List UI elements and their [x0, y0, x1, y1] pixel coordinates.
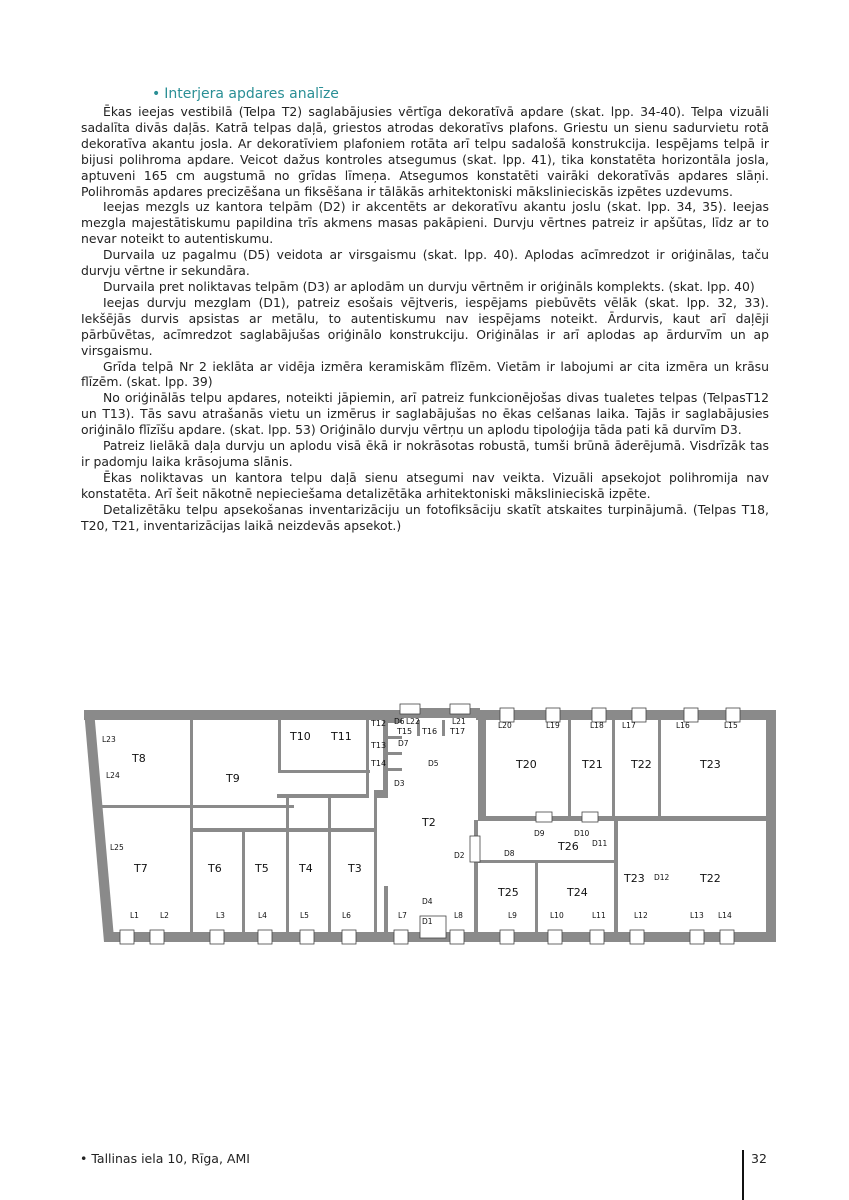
room-label: T20: [516, 758, 537, 771]
floor-plan-drawing: [80, 690, 780, 948]
window-label: L15: [724, 721, 738, 730]
heading-bullet: •: [152, 86, 161, 102]
window-label: L12: [634, 911, 648, 920]
room-label: T8: [132, 752, 146, 765]
window-label: L25: [110, 843, 124, 852]
window-label: L23: [102, 735, 116, 744]
room-label: T15: [397, 727, 413, 736]
room-label: T6: [208, 862, 222, 875]
window-label: L20: [498, 721, 512, 730]
window-label: L17: [622, 721, 636, 730]
page-number: 32: [751, 1151, 767, 1166]
window-label: L21: [452, 717, 466, 726]
footer-bullet: •: [80, 1151, 88, 1166]
door-label: D9: [534, 829, 545, 838]
door-label: D12: [654, 873, 670, 882]
footer: [80, 1151, 250, 1166]
window-label: L24: [106, 771, 120, 780]
paragraph: No oriģinālās telpu apdares, noteikti jāpiemin, arī patreiz funkcionējošas divas tualetes telpas (TelpasT12 un T13). Tās savu atrašanās vietu un izmērus ir saglabājušas no ēkas celšanas laika. Tajās ir saglabājusies oriģinālo flīzīšu apdare. (skat. lpp. 53) Oriģinālo durvju vērtņu un aplodu tipoloģija tāda pati kā durvīm D3.: [81, 390, 769, 438]
door-label: D11: [592, 839, 608, 848]
door-label: D3: [394, 779, 405, 788]
room-labels: [131, 730, 721, 899]
body-text: [81, 104, 769, 533]
room-label: T24: [567, 886, 588, 899]
door-label: D2: [454, 851, 465, 860]
window-label: L3: [216, 911, 225, 920]
door-label: D5: [428, 759, 439, 768]
window-label: L10: [550, 911, 564, 920]
window-label: L6: [342, 911, 351, 920]
footer-text: Tallinas iela 10, Rīga, AMI: [91, 1151, 250, 1166]
room-label: T23: [700, 758, 721, 771]
room-label: T9: [226, 772, 240, 785]
window-label: L16: [676, 721, 690, 730]
window-label: L2: [160, 911, 169, 920]
room-label: T13: [371, 741, 387, 750]
floor-plan: [80, 690, 780, 948]
window-label: L11: [592, 911, 606, 920]
room-label: T23: [624, 872, 645, 885]
room-label: T22: [700, 872, 721, 885]
room-label: T22: [631, 758, 652, 771]
paragraph: Ieejas mezgls uz kantora telpām (D2) ir akcentēts ar dekoratīvu akantu joslu (skat. lpp. 34, 35). Ieejas mezgla majestātiskumu papildina trīs akmens masas pakāpieni. Durvju vērtnes patreiz ir apšūtas, līdz ar to nevar noteikt to autentiskumu.: [81, 199, 769, 247]
room-label: T4: [299, 862, 313, 875]
room-label: T25: [498, 886, 519, 899]
door-label: D1: [422, 917, 433, 926]
window-label: L4: [258, 911, 267, 920]
door-label: D4: [422, 897, 433, 906]
window-label: L13: [690, 911, 704, 920]
paragraph: Ēkas noliktavas un kantora telpu daļā sienu atsegumi nav veikta. Vizuāli apsekojot polihromija nav konstatēta. Arī šeit nākotnē nepieciešama detalizētāka arhitektoniski mākslinieciskā izpēte.: [81, 469, 769, 501]
room-label: T14: [371, 759, 387, 768]
paragraph: Durvaila pret noliktavas telpām (D3) ar aplodām un durvju vērtnēm ir oriģināls komplekts. (skat. lpp. 40): [103, 278, 755, 294]
door-label: D8: [504, 849, 515, 858]
paragraph: Patreiz lielākā daļa durvju un aplodu visā ēkā ir nokrāsotas robustā, tumši brūnā āderējumā. Visdrīzāk tas ir padomju laika krāsojuma slānis.: [81, 438, 769, 469]
room-label: T16: [422, 727, 438, 736]
room-label: T11: [331, 730, 352, 743]
window-label: L19: [546, 721, 560, 730]
room-label: T17: [450, 727, 466, 736]
room-label: T26: [558, 840, 579, 853]
room-label: T10: [290, 730, 311, 743]
door-label: D6: [394, 717, 405, 726]
paragraph: Ēkas ieejas vestibilā (Telpa T2) saglabājusies vērtīga dekoratīvā apdare (skat. lpp. 34-40). Telpa vizuāli sadalīta divās daļās. Katrā telpas daļā, griestos atrodas dekoratīvs plafons. Griestu un sienu sadurvietu rotā dekoratīva akantu josla. Ar dekoratīviem plafoniem rotāta arī telpu sadalošā konstrukcija. Iespējams telpā ir bijusi polihroma apdare. Veicot dažus kontroles atsegumus (skat. lpp. 41), tika konstatēta horizontāla josla, aptuveni 165 cm augstumā no grīdas līmeņa. Atsegumos konstatēti vairāki dekoratīvās apdares slāņi. Polihromās apdares precizēšana un fiksēšana ir tālākās arhitektoniski mākslinieciskās izpētes uzdevums.: [81, 104, 769, 199]
paragraph: Detalizētāku telpu apsekošanas inventarizāciju un fotofiksāciju skatīt atskaites turpinājumā. (Telpas T18, T20, T21, inventarizācijas laikā neizdevās apsekot.): [81, 501, 769, 533]
paragraph: Grīda telpā Nr 2 ieklāta ar vidēja izmēra keramiskām flīzēm. Vietām ir labojumi ar cita izmēra un krāsu flīzēm. (skat. lpp. 39): [81, 358, 769, 390]
paragraph: Durvaila uz pagalmu (D5) veidota ar virsgaismu (skat. lpp. 40). Aplodas acīmredzot ir oriģinālas, taču durvju vērtne ir sekundāra.: [81, 247, 769, 279]
footer-divider: [742, 1150, 744, 1200]
room-label: T21: [582, 758, 603, 771]
heading-text: Interjera apdares analīze: [164, 86, 339, 102]
door-label: D10: [574, 829, 590, 838]
room-label: T7: [134, 862, 148, 875]
window-label: L22: [406, 717, 420, 726]
room-label: T5: [255, 862, 269, 875]
window-label: L8: [454, 911, 463, 920]
window-label: L14: [718, 911, 732, 920]
section-heading: [152, 86, 339, 102]
window-label: L18: [590, 721, 604, 730]
window-label: L1: [130, 911, 139, 920]
door-label: D7: [398, 739, 409, 748]
room-label: T3: [348, 862, 362, 875]
window-label: L5: [300, 911, 309, 920]
window-label: L7: [398, 911, 407, 920]
room-label: T2: [422, 816, 436, 829]
room-label: T12: [371, 719, 387, 728]
paragraph: Ieejas durvju mezglam (D1), patreiz esošais vējtveris, iespējams piebūvēts vēlāk (skat. lpp. 32, 33). Iekšējās durvis apsistas ar metālu, to autentiskumu nav iespējams noteikt. Ārdurvis, kaut arī daļēji pārbūvētas, acīmredzot saglabājušas oriģinālo konstrukciju. Oriģinālas ir arī aplodas ap ārdurvīm un ap virsgaismu.: [81, 294, 769, 358]
window-label: L9: [508, 911, 517, 920]
